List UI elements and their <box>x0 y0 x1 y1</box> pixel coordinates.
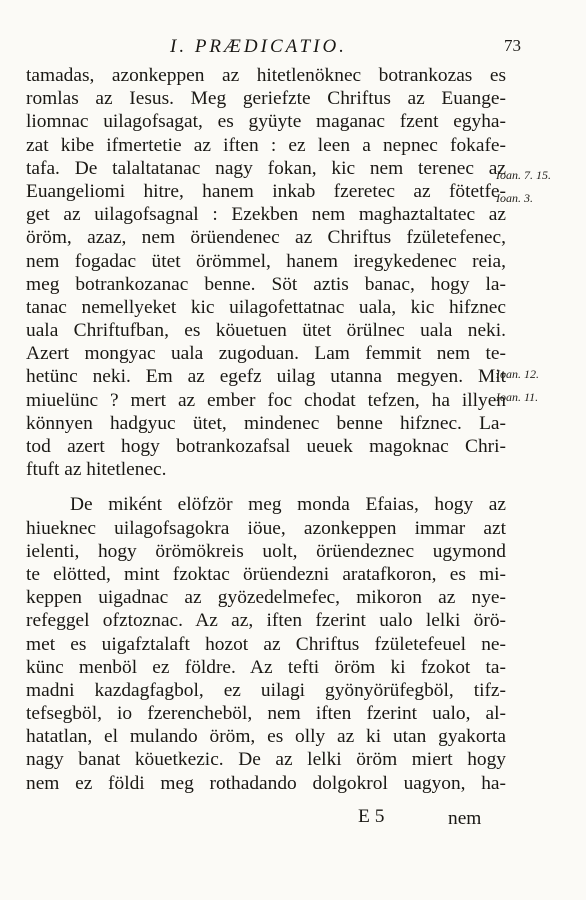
text-line: öröm, azaz, nem örüendenec az Chriftus fzületefenec, <box>26 227 506 249</box>
text-line: met es uigafztalaft hozot az Chriftus fzületefeuel ne- <box>26 633 506 655</box>
text-line: keppen uigadnac az gyözedelmefec, mikoron az nye- <box>26 587 506 609</box>
text-line: meg botrankozanac benne. Söt aztis banac, hogy la- <box>26 273 506 295</box>
running-head <box>0 36 586 66</box>
text-line: ielenti, hogy örömökreis uolt, örüendeznec ugymond <box>26 540 506 562</box>
text-line: künc menböl ez földre. Az tefti öröm ki fzokot ta- <box>26 656 506 678</box>
text-line: De miként elöfzör meg monda Efaias, hogy az <box>70 494 506 516</box>
signature-mark: E 5 <box>358 806 385 827</box>
paragraph-break <box>26 481 506 493</box>
margin-note: Ioan. 12. <box>496 367 539 381</box>
text-line: tafa. De talaltatanac nagy fokan, kic nem terenec az <box>26 157 506 179</box>
text-line: get az uilagofsagnal : Ezekben nem maghaztaltatec az <box>26 204 506 226</box>
text-line: refeggel ofztoznac. Az az, iften fzerint ualo lelki örö- <box>26 610 506 632</box>
text-line: tanac nemellyeket kic uilagofettatnac uala, kic hifznec <box>26 296 506 318</box>
text-line: miuelünc ? mert az ember foc chodat tefzen, ha illyen <box>26 389 506 411</box>
text-line: liomnac uilagofsagat, es gyüyte maganac fzent egyha- <box>26 111 506 133</box>
margin-note: Ioan. 3. <box>496 191 533 205</box>
page-footer <box>0 806 586 832</box>
text-line: Azert mongyac uala zugoduan. Lam femmit nem te- <box>26 343 506 365</box>
catchword: nem <box>448 808 482 829</box>
running-head-title: I. PRÆDICATIO. <box>170 36 347 57</box>
text-line: tamadas, azonkeppen az hitetlenöknec botrankozas es <box>26 65 506 86</box>
page-number: 73 <box>504 36 521 55</box>
margin-note: Ioan. 7. 15. <box>496 168 551 182</box>
margin-note: Ioan. 11. <box>496 390 539 404</box>
text-line: tod azert hogy botrankozafsal ueuek magoknac Chri- <box>26 436 506 457</box>
body-text <box>26 64 506 795</box>
text-line: romlas az Iesus. Meg geriefzte Chriftus az Euange- <box>26 88 506 110</box>
text-line: hiueknec uilagofsagokra iöue, azonkeppen immar azt <box>26 517 506 539</box>
text-line: uala Chriftufban, es köuetuen ütet örülnec uala neki. <box>26 320 506 342</box>
text-line: tefsegböl, io fzerencheböl, nem iften fzerint ualo, al- <box>26 703 506 725</box>
text-line: nem ez földi meg rothadando dolgokrol uagyon, ha- <box>26 772 506 794</box>
text-line: madni kazdagfagbol, ez uilagi gyönyörüfegböl, tifz- <box>26 679 506 701</box>
text-line: te elötted, mint fzoktac örüendezni aratafkoron, es mi- <box>26 563 506 585</box>
text-line: hetünc neki. Em az egefz uilag utanna megyen. Mit <box>26 366 506 388</box>
text-line: nem fogadac ütet örömmel, hanem iregykedenec reia, <box>26 250 506 272</box>
text-line: nagy banat köuetkezic. De az lelki öröm miert hogy <box>26 749 506 771</box>
text-line: zat kibe ifmertetie az iften : ez leen a nepnec fokafe- <box>26 134 506 156</box>
text-line: ftuft az hitetlenec. <box>26 459 167 481</box>
text-line: könnyen hadgyuc ütet, mindenec benne hifznec. La- <box>26 412 506 434</box>
text-line: hatatlan, el mulando öröm, es olly az ki utan gyakorta <box>26 726 506 748</box>
text-line: Euangeliomi hitre, hanem inkab fzeretec az fötetfe- <box>26 180 506 202</box>
